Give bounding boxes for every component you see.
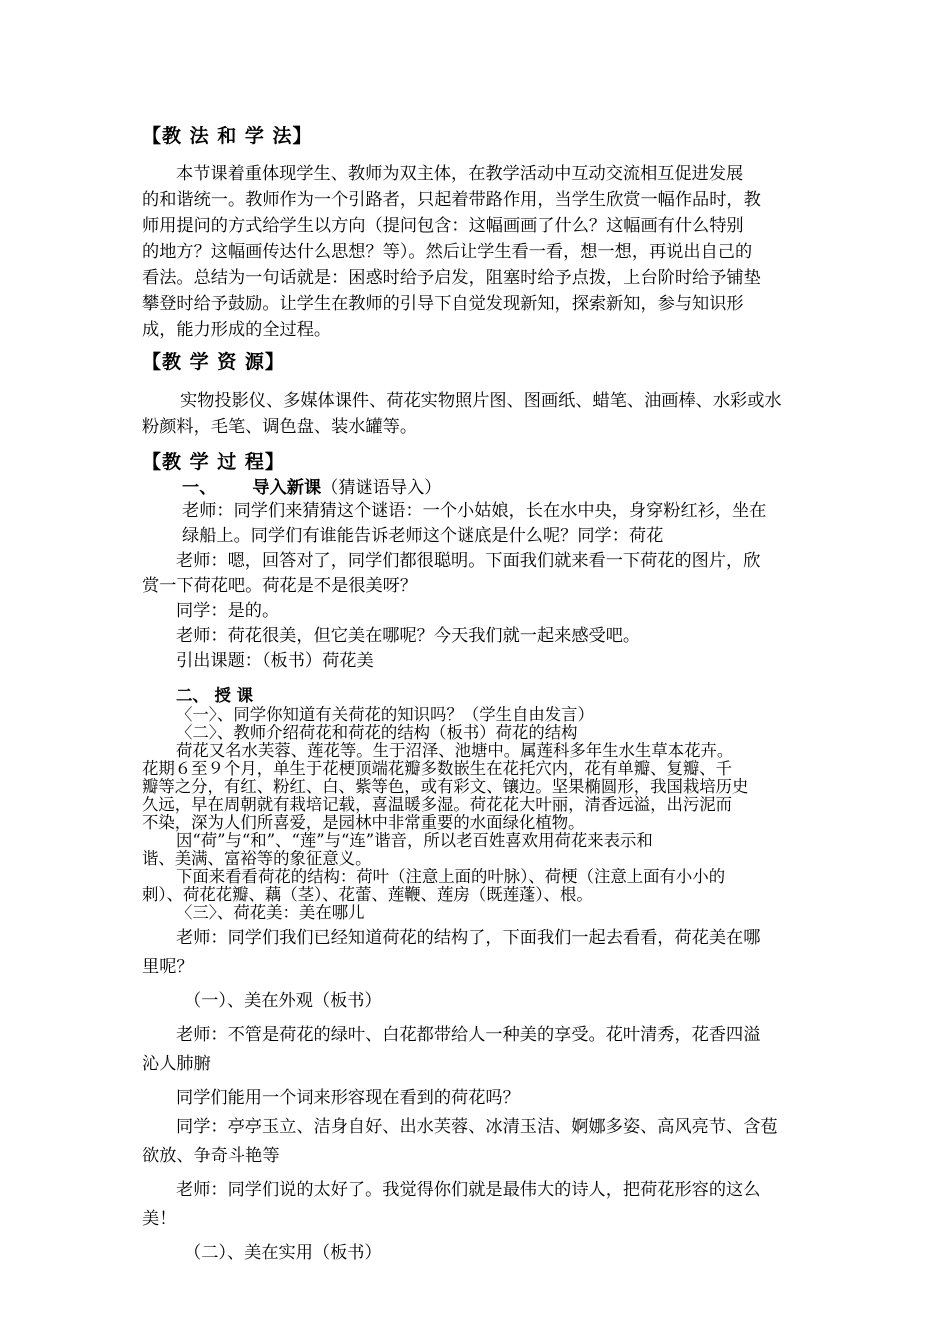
teaching-line: 花期６至９个月，单生于花梗顶端花瓣多数嵌生在花托穴内，花有单瓣、复瓣、千 <box>142 759 733 778</box>
teaching-line: 下面来看看荷花的结构：荷叶（注意上面的叶脉）、荷梗（注意上面有小小的 <box>176 867 726 886</box>
paragraph-line: 实物投影仪、多媒体课件、荷花实物照片图、图画纸、蜡笔、油画棒、水彩或水 <box>180 391 782 411</box>
paragraph-line: 粉颜料，毛笔、调色盘、装水罐等。 <box>142 417 418 437</box>
beauty-line: （一）、美在外观（板书） <box>184 991 382 1011</box>
dialog-line: 老师：荷花很美，但它美在哪呢？今天我们就一起来感受吧。 <box>176 626 641 646</box>
teaching-line: 久远，早在周朝就有栽培记载，喜温暖多湿。荷花花大叶丽，清香远溢，出污泥而 <box>142 795 733 814</box>
paragraph-line: 攀登时给予鼓励。让学生在教师的引导下自觉发现新知，探索新知，参与知识形 <box>142 294 744 314</box>
dialog-line: 引出课题：（板书）荷花美 <box>176 651 374 671</box>
dialog-line: 老师：嗯，回答对了，同学们都很聪明。下面我们就来看一下荷花的图片，欣 <box>176 551 761 571</box>
beauty-line: 老师：同学们说的太好了。我觉得你们就是最伟大的诗人，把荷花形容的这么 <box>176 1180 761 1200</box>
paragraph-line: 看法。总结为一句话就是：困惑时给予启发，阻塞时给予点拨，上台阶时给予铺垫 <box>142 268 761 288</box>
heading-process: 【教 学 过 程】 <box>142 451 285 473</box>
beauty-line: 老师：不管是荷花的绿叶、白花都带给人一种美的享受。花叶清秀，花香四溢 <box>176 1025 761 1045</box>
beauty-line: 同学们能用一个词来形容现在看到的荷花吗？ <box>176 1088 520 1108</box>
beauty-line: 美！ <box>142 1209 177 1229</box>
beauty-line: 里呢？ <box>142 957 194 977</box>
teaching-line: 因“荷”与“和”、“莲”与“连”谐音，所以老百姓喜欢用荷花来表示和 <box>176 831 653 850</box>
subheading-number: 一、 <box>182 478 217 498</box>
teaching-line: 谐、美满、富裕等的象征意义。 <box>142 849 372 868</box>
paragraph-line: 成，能力形成的全过程。 <box>142 320 332 340</box>
teaching-line: 瓣等之分，有红、粉红、白、紫等色，或有彩文、镶边。坚果椭圆形，我国栽培历史 <box>142 777 749 796</box>
beauty-line: 同学：亭亭玉立、洁身自好、出水芙蓉、冰清玉洁、婀娜多姿、高风亮节、含苞 <box>176 1117 778 1137</box>
paragraph-line: 的地方？这幅画传达什么思想？等）。然后让学生看一看，想一想，再说出自己的 <box>142 242 753 262</box>
dialog-line: 赏一下荷花吧。荷花是不是很美呀？ <box>142 576 418 596</box>
dialog-line: 同学：是的。 <box>176 601 280 621</box>
teaching-line: 不染，深为人们所喜爱，是园林中非常重要的水面绿化植物。 <box>142 813 585 832</box>
teaching-line: 荷花又名水芙蓉、莲花等。生于沼泽、池塘中。属莲科多年生水生草本花卉。 <box>176 741 734 760</box>
dialog-line: 老师：同学们来猜猜这个谜语：一个小姑娘，长在水中央，身穿粉红衫，坐在 <box>182 501 767 521</box>
heading-methods: 【教 法 和 学 法】 <box>142 125 313 147</box>
paragraph-line: 师用提问的方式给学生以方向（提问包含：这幅画画了什么？这幅画有什么特别 <box>142 216 744 236</box>
beauty-line: 沁人肺腑 <box>142 1054 211 1074</box>
teaching-line: 刺）、荷花花瓣、藕（茎）、花蕾、莲鞭、莲房（既莲蓬）、根。 <box>142 885 593 904</box>
teaching-line: 〈二〉、教师介绍荷花和荷花的结构（板书）荷花的结构 <box>176 723 578 742</box>
paragraph-line: 的和谐统一。教师作为一个引路者，只起着带路作用，当学生欣赏一幅作品时，教 <box>142 190 761 210</box>
paragraph-line: 本节课着重体现学生、教师为双主体，在教学活动中互动交流相互促进发展 <box>176 164 744 184</box>
beauty-line: （二）、美在实用（板书） <box>184 1243 382 1263</box>
teaching-line: 〈一〉、同学你知道有关荷花的知识吗？（学生自由发言） <box>176 705 594 724</box>
subheading-title: 导入新课 <box>252 478 322 498</box>
heading-resources: 【教 学 资 源】 <box>142 351 285 373</box>
subheading-note: （猜谜语导入） <box>321 478 442 498</box>
beauty-line: 欲放、争奇斗艳等 <box>142 1146 280 1166</box>
subheading-teaching: 二、 授 课 <box>176 686 253 705</box>
dialog-line: 绿船上。同学们有谁能告诉老师这个谜底是什么呢？同学：荷花 <box>182 526 664 546</box>
subheading-intro <box>182 476 441 500</box>
teaching-line: 〈三〉、荷花美：美在哪儿 <box>176 903 365 922</box>
beauty-line: 老师：同学们我们已经知道荷花的结构了，下面我们一起去看看，荷花美在哪 <box>176 928 761 948</box>
